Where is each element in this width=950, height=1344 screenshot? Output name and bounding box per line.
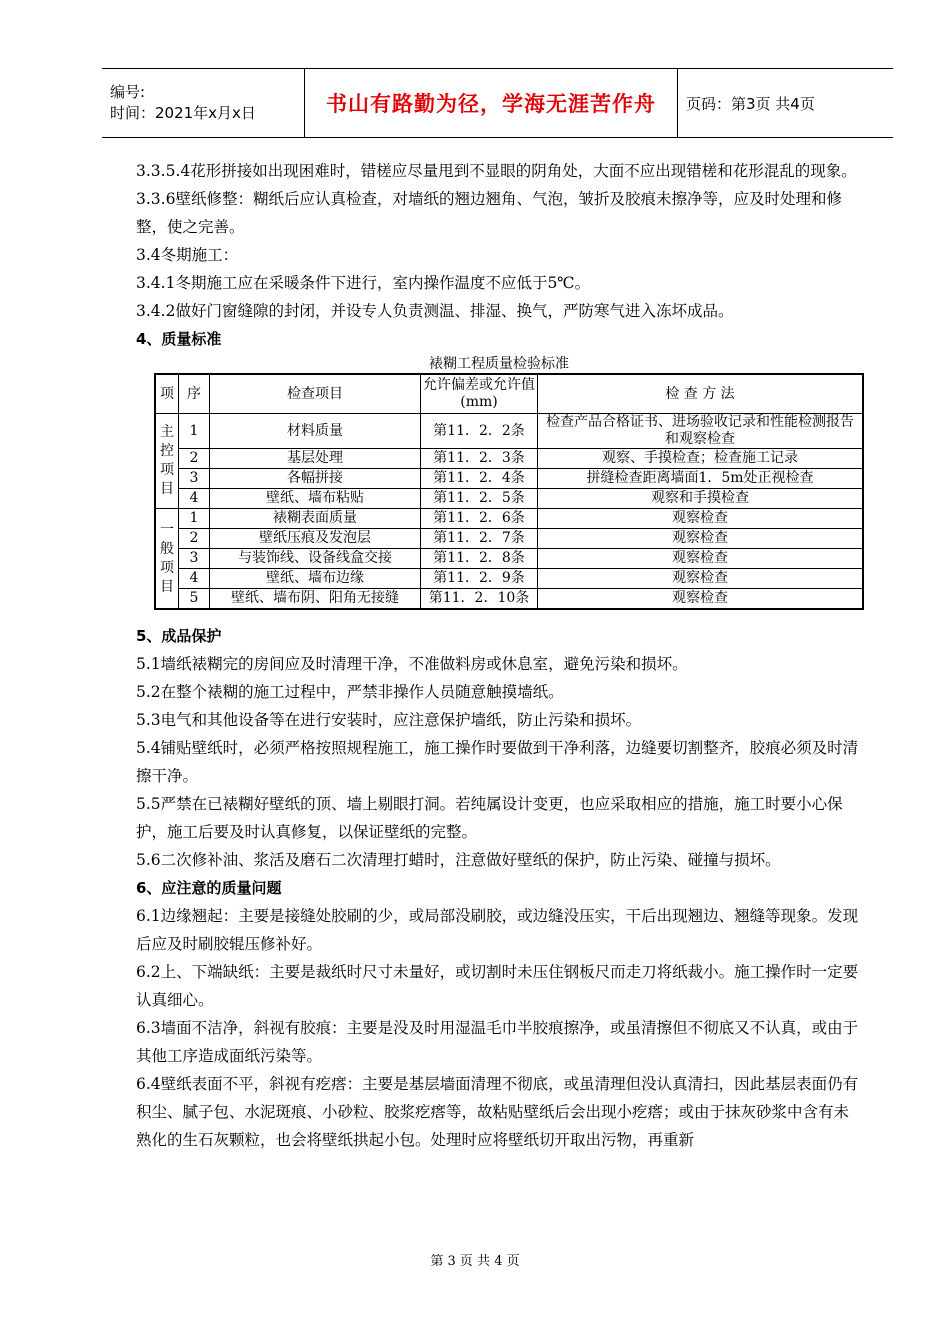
table-cell: 第11．2．7条: [421, 529, 538, 549]
page-header: [102, 68, 893, 138]
column-header: 允许偏差或允许值(mm): [421, 374, 538, 414]
table-cell: 与装饰线、设备线盒交接: [210, 549, 421, 569]
table-row: [155, 449, 863, 469]
table-cell: 2: [179, 449, 210, 469]
table-cell: 检查产品合格证书、进场验收记录和性能检测报告和观察检查: [538, 414, 864, 449]
table-cell: 第11．2．3条: [421, 449, 538, 469]
header-motto-cell: [304, 69, 678, 137]
table-cell: 3: [179, 549, 210, 569]
table-cell: 1: [179, 414, 210, 449]
table-cell: 第11．2．4条: [421, 469, 538, 489]
paragraph: 6.4壁纸表面不平，斜视有疙瘩：主要是基层墙面清理不彻底，或虽清理但没认真清扫，因此基层表面仍有积尘、腻子包、水泥斑痕、小砂粒、胶浆疙瘩等，故粘贴壁纸后会出现小疙瘩；或由于抹灰砂浆中含有未熟化的生石灰颗粒，也会将壁纸拱起小包。处理时应将壁纸切开取出污物，再重新: [136, 1075, 859, 1149]
group-label: 一般项目: [160, 521, 174, 595]
table-cell: 5: [179, 589, 210, 610]
table-row: [155, 509, 863, 529]
table-cell: 壁纸、墙布边缘: [210, 569, 421, 589]
time-label: 时间：2021年x月x日: [110, 104, 256, 122]
group-cell: [155, 509, 179, 610]
paragraph: 3.4.1冬期施工应在采暖条件下进行，室内操作温度不应低于5℃。: [136, 274, 591, 292]
table-cell: 材料质量: [210, 414, 421, 449]
table-cell: 观察和手摸检查: [538, 489, 864, 509]
paragraph: 5.5严禁在已裱糊好壁纸的顶、墙上剔眼打洞。若纯属设计变更，也应采取相应的措施，施工时要小心保护，施工后要及时认真修复，以保证壁纸的完整。: [136, 795, 843, 841]
table-cell: 第11．2．6条: [421, 509, 538, 529]
table-cell: 壁纸压痕及发泡层: [210, 529, 421, 549]
column-header: 检查项目: [210, 374, 421, 414]
section-heading: 5、成品保护: [136, 627, 222, 645]
table-row: [155, 569, 863, 589]
table-cell: 拼缝检查距离墙面1．5m处正视检查: [538, 469, 864, 489]
table-cell: 观察检查: [538, 509, 864, 529]
header-page-cell: [678, 69, 893, 137]
table-cell: 观察检查: [538, 569, 864, 589]
table-title: 裱糊工程质量检验标准: [429, 356, 569, 372]
table-cell: 壁纸、墙布粘贴: [210, 489, 421, 509]
document-body: [136, 157, 862, 1154]
paragraph: 5.6二次修补油、浆活及磨石二次清理打蜡时，注意做好壁纸的保护，防止污染、碰撞与损坏。: [136, 851, 781, 869]
paragraph: 6.2上、下端缺纸：主要是裁纸时尺寸未量好，或切割时未压住钢板尺而走刀将纸裁小。施工操作时一定要认真细心。: [136, 963, 859, 1009]
table-row: [155, 489, 863, 509]
table-row: [155, 529, 863, 549]
table-row: [155, 414, 863, 449]
section-heading: 6、应注意的质量问题: [136, 879, 282, 897]
table-cell: 壁纸、墙布阴、阳角无接缝: [210, 589, 421, 610]
group-cell: [155, 414, 179, 509]
paragraph: 6.3墙面不洁净，斜视有胶痕：主要是没及时用湿温毛巾半胶痕擦净，或虽清擦但不彻底又不认真，或由于其他工序造成面纸污染等。: [136, 1019, 859, 1065]
table-header-row: [155, 374, 863, 414]
table-cell: 第11．2．8条: [421, 549, 538, 569]
table-cell: 第11．2．2条: [421, 414, 538, 449]
quality-table-wrap: [154, 373, 864, 610]
paragraph: 6.1边缘翘起：主要是接缝处胶刷的少，或局部没刷胶，或边缝没压实，干后出现翘边、翘缝等现象。发现后应及时刷胶辊压修补好。: [136, 907, 859, 953]
table-cell: 4: [179, 569, 210, 589]
motto: 书山有路勤为径，学海无涯苦作舟: [326, 92, 656, 116]
table-cell: 1: [179, 509, 210, 529]
page-footer: 第 3 页 共 4 页: [430, 1254, 520, 1269]
table-cell: 2: [179, 529, 210, 549]
table-cell: 裱糊表面质量: [210, 509, 421, 529]
paragraph: 5.1墙纸裱糊完的房间应及时清理干净，不准做料房或休息室，避免污染和损坏。: [136, 655, 688, 673]
table-cell: 各幅拼接: [210, 469, 421, 489]
table-cell: 观察检查: [538, 529, 864, 549]
table-cell: 观察检查: [538, 589, 864, 610]
paragraph: 3.3.5.4花形拼接如出现困难时，错槎应尽量甩到不显眼的阴角处，大面不应出现错槎和花形混乱的现象。: [136, 162, 857, 180]
paragraph: 3.4.2做好门窗缝隙的封闭，并设专人负责测温、排湿、换气，严防寒气进入冻坏成品。: [136, 302, 734, 320]
column-header: 序: [179, 374, 210, 414]
table-row: [155, 589, 863, 610]
table-cell: 观察、手摸检查；检查施工记录: [538, 449, 864, 469]
paragraph: 5.2在整个裱糊的施工过程中，严禁非操作人员随意触摸墙纸。: [136, 683, 564, 701]
table-cell: 第11．2．10条: [421, 589, 538, 610]
table-cell: 基层处理: [210, 449, 421, 469]
paragraph: 5.4铺贴壁纸时，必须严格按照规程施工，施工操作时要做到干净利落，边缝要切割整齐，胶痕必须及时清擦干净。: [136, 739, 859, 785]
table-row: [155, 469, 863, 489]
paragraph: 3.4冬期施工：: [136, 246, 239, 264]
code-label: 编号:: [110, 83, 146, 101]
table-cell: 观察检查: [538, 549, 864, 569]
header-left-cell: [102, 69, 304, 137]
table-cell: 4: [179, 489, 210, 509]
group-label: 主控项目: [160, 424, 174, 497]
paragraph: 5.3电气和其他设备等在进行安装时，应注意保护墙纸，防止污染和损坏。: [136, 711, 642, 729]
table-cell: 第11．2．5条: [421, 489, 538, 509]
column-header: 检 查 方 法: [538, 374, 864, 414]
quality-table: [154, 373, 864, 610]
paragraph: 3.3.6壁纸修整：糊纸后应认真检查，对墙纸的翘边翘角、气泡，皱折及胶痕未擦净等，应及时处理和修整，使之完善。: [136, 190, 842, 236]
page-label: 页码：第3页 共4页: [686, 94, 815, 113]
table-cell: 3: [179, 469, 210, 489]
section-heading: 4、质量标准: [136, 330, 222, 348]
table-row: [155, 549, 863, 569]
table-cell: 第11．2．9条: [421, 569, 538, 589]
column-header: 项: [155, 374, 179, 414]
